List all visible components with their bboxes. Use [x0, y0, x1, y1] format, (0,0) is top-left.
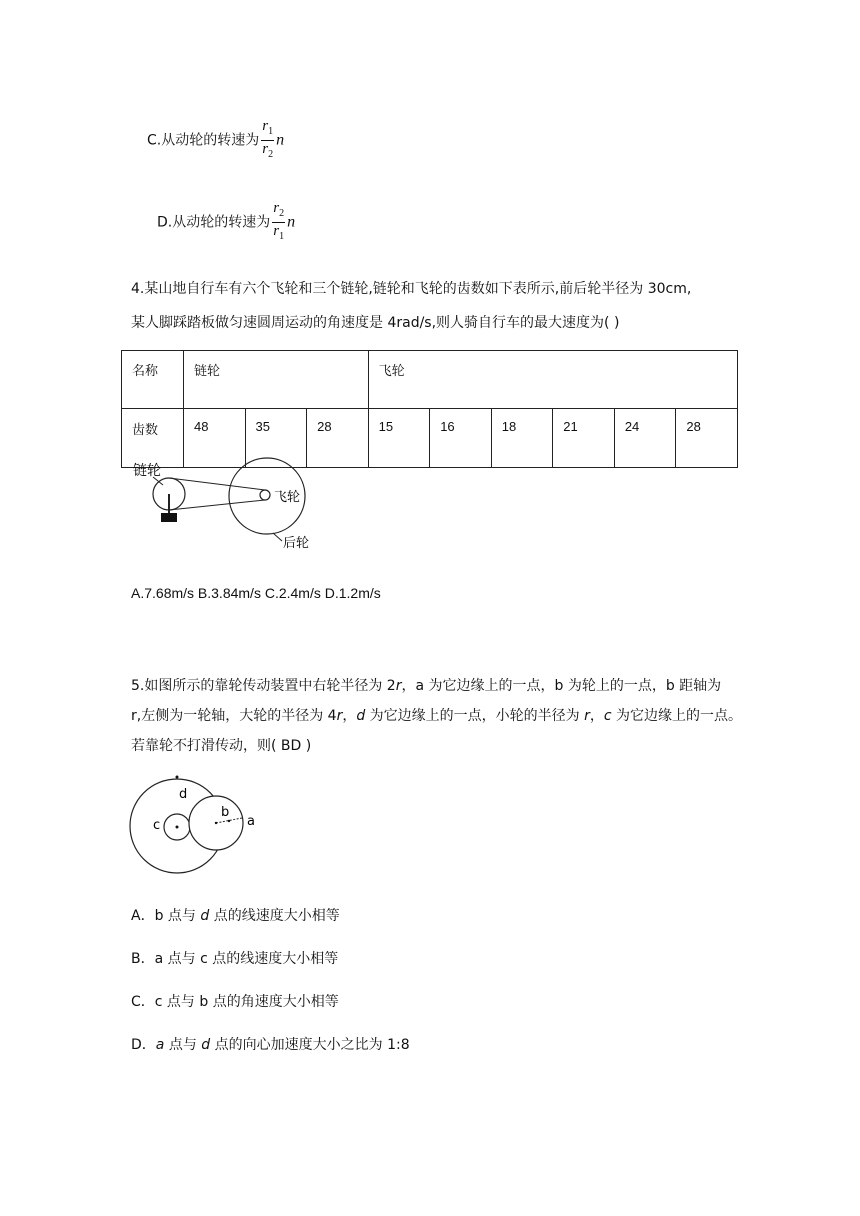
row-label-cell: 齿数	[122, 409, 184, 468]
q3-option-d	[157, 200, 295, 245]
friction-wheels-figure	[125, 770, 275, 880]
q5-var-r: r	[395, 678, 402, 694]
q3-option-c-fraction	[261, 118, 274, 163]
q5-text: 为它边缘上的一点。	[611, 708, 743, 724]
q5-var-d: d	[200, 908, 210, 924]
q3-option-d-text: D.从动轮的转速为	[157, 214, 271, 231]
rear-wheel-label-leader	[273, 533, 282, 541]
flywheel-circle	[260, 490, 270, 500]
left-axle-dot	[176, 826, 179, 829]
q3-option-c-variable: n	[276, 131, 285, 149]
fraction-denominator-sub: 1	[279, 231, 285, 242]
pedal	[161, 513, 177, 522]
q5-stem-line2	[131, 705, 742, 725]
fraction-denominator-sub: 2	[268, 149, 274, 160]
q5-var-a: a	[155, 1037, 165, 1053]
q3-option-d-fraction	[272, 200, 285, 245]
fraction-denominator: r	[262, 141, 269, 157]
q5-text: 点的线速度大小相等	[209, 908, 340, 924]
q5-var-r: r	[336, 708, 343, 724]
q5-option-c: C．c 点与 b 点的角速度大小相等	[131, 994, 339, 1010]
point-d-dot	[176, 776, 179, 779]
flywheel-teeth-cell: 24	[614, 409, 676, 468]
flywheel-teeth-cell: 18	[491, 409, 553, 468]
q4-options: A.7.68m/s B.3.84m/s C.2.4m/s D.1.2m/s	[131, 585, 381, 601]
header-flywheel-cell: 飞轮	[368, 351, 737, 409]
q5-text: ，	[342, 708, 357, 724]
q5-text: 点的向心加速度大小之比为 1:8	[210, 1037, 410, 1053]
q4-stem-line2: 某人脚踩踏板做匀速圆周运动的角速度是 4rad/s,则人骑自行车的最大速度为( )	[131, 315, 620, 331]
chainwheel-label: 链轮	[133, 463, 161, 479]
table-header-row	[122, 351, 738, 409]
point-b-dot	[228, 820, 230, 822]
label-c: c	[153, 818, 161, 833]
q5-var-d: d	[201, 1037, 211, 1053]
q5-var-r: r	[584, 708, 590, 724]
q5-var-d: d	[356, 708, 366, 724]
q5-text: A．b 点与	[131, 908, 201, 924]
flywheel-teeth-cell: 16	[430, 409, 492, 468]
flywheel-teeth-cell: 15	[368, 409, 430, 468]
header-chainwheel-cell: 链轮	[184, 351, 369, 409]
fraction-numerator: r	[262, 118, 269, 134]
q5-text: 5.如图所示的靠轮传动装置中右轮半径为 2	[131, 678, 396, 694]
label-d: d	[179, 787, 188, 802]
chainwheel-teeth-cell: 48	[184, 409, 246, 468]
q5-text: ，a 为它边缘上的一点，b 为轮上的一点，b 距轴为	[401, 678, 722, 694]
flywheel-label: 飞轮	[274, 490, 301, 505]
q5-text: 为它边缘上的一点，小轮的半径为	[365, 708, 585, 724]
fraction-numerator: r	[273, 200, 280, 216]
bicycle-chain-figure	[125, 455, 325, 555]
q3-option-c-text: C.从动轮的转速为	[147, 132, 260, 149]
q5-stem-line1	[131, 675, 721, 695]
q5-var-c: c	[603, 708, 612, 724]
label-a: a	[247, 814, 255, 829]
q5-text: r,左侧为一轮轴，大轮的半径为 4	[131, 708, 337, 724]
q3-option-d-variable: n	[287, 213, 296, 231]
q5-stem-line3: 若靠轮不打滑传动，则( BD )	[131, 738, 312, 754]
q4-stem-line1: 4.某山地自行车有六个飞轮和三个链轮,链轮和飞轮的齿数如下表所示,前后轮半径为 30cm,	[131, 281, 692, 297]
right-axle-dot	[215, 822, 217, 824]
flywheel-teeth-cell: 21	[553, 409, 615, 468]
q3-option-c	[147, 118, 284, 163]
q5-option-b: B．a 点与 c 点的线速度大小相等	[131, 951, 339, 967]
flywheel-teeth-cell: 28	[676, 409, 738, 468]
rear-wheel-label: 后轮	[283, 536, 310, 551]
q5-text: D．	[131, 1037, 156, 1053]
label-b: b	[221, 805, 230, 820]
fraction-numerator-sub: 1	[268, 126, 274, 137]
q5-option-a	[131, 905, 340, 925]
chainwheel-teeth-cell: 28	[307, 409, 369, 468]
q5-text: 点与	[164, 1037, 202, 1053]
gear-teeth-table	[121, 350, 738, 468]
header-name-cell: 名称	[122, 351, 184, 409]
chainwheel-teeth-cell: 35	[245, 409, 307, 468]
q5-text: ，	[589, 708, 604, 724]
fraction-numerator-sub: 2	[279, 208, 285, 219]
q5-option-d	[131, 1034, 410, 1054]
fraction-denominator: r	[273, 223, 280, 239]
